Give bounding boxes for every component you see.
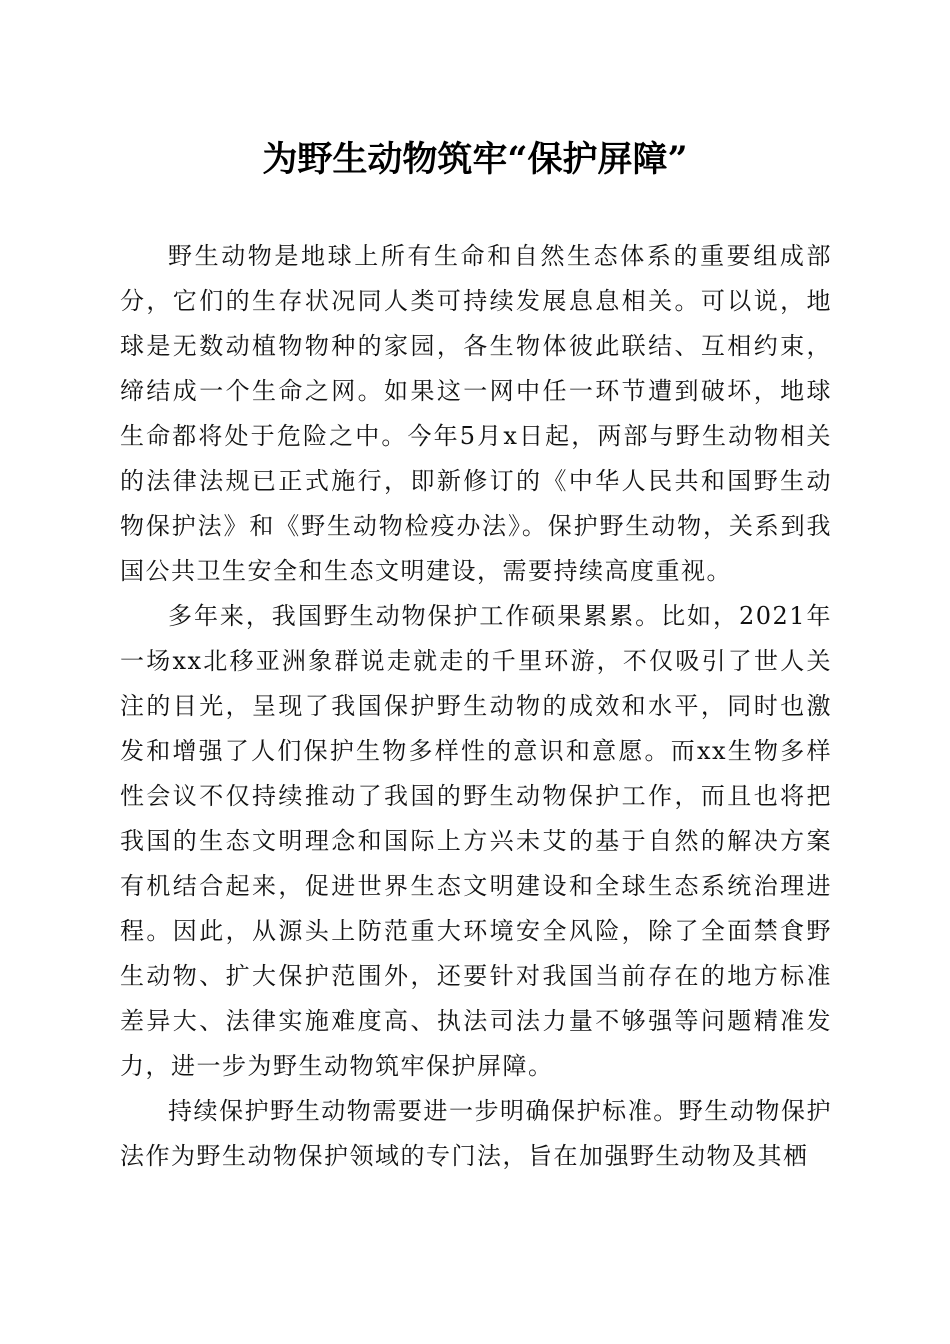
paragraph-3: 持续保护野生动物需要进一步明确保护标准。野生动物保护法作为野生动物保护领域的专门法，旨在加强野生动物及其栖	[120, 1097, 832, 1170]
document-title: 为野生动物筑牢“保护屏障”	[262, 139, 688, 180]
paragraph-1: 野生动物是地球上所有生命和自然生态体系的重要组成部分，它们的生存状况同人类可持续发展息息相关。可以说，地球是无数动植物物种的家园，各生物体彼此联结、互相约束，缔结成一个生命之网。如果这一网中任一环节遭到破坏，地球生命都将处于危险之中。今年5月x日起，两部与野生动物相关的法律法规已正式施行，即新修订的《中华人民共和国野生动物保护法》和《野生动物检疫办法》。保护野生动物，关系到我国公共卫生安全和生态文明建设，需要持续高度重视。	[120, 242, 832, 585]
document-body	[120, 234, 832, 1179]
paragraph-2: 多年来，我国野生动物保护工作硕果累累。比如，2021年一场xx北移亚洲象群说走就走的千里环游，不仅吸引了世人关注的目光，呈现了我国保护野生动物的成效和水平，同时也激发和增强了人们保护生物多样性的意识和意愿。而xx生物多样性会议不仅持续推动了我国的野生动物保护工作，而且也将把我国的生态文明理念和国际上方兴未艾的基于自然的解决方案有机结合起来，促进世界生态文明建设和全球生态系统治理进程。因此，从源头上防范重大环境安全风险，除了全面禁食野生动物、扩大保护范围外，还要针对我国当前存在的地方标准差异大、法律实施难度高、执法司法力量不够强等问题精准发力，进一步为野生动物筑牢保护屏障。	[120, 602, 832, 1080]
